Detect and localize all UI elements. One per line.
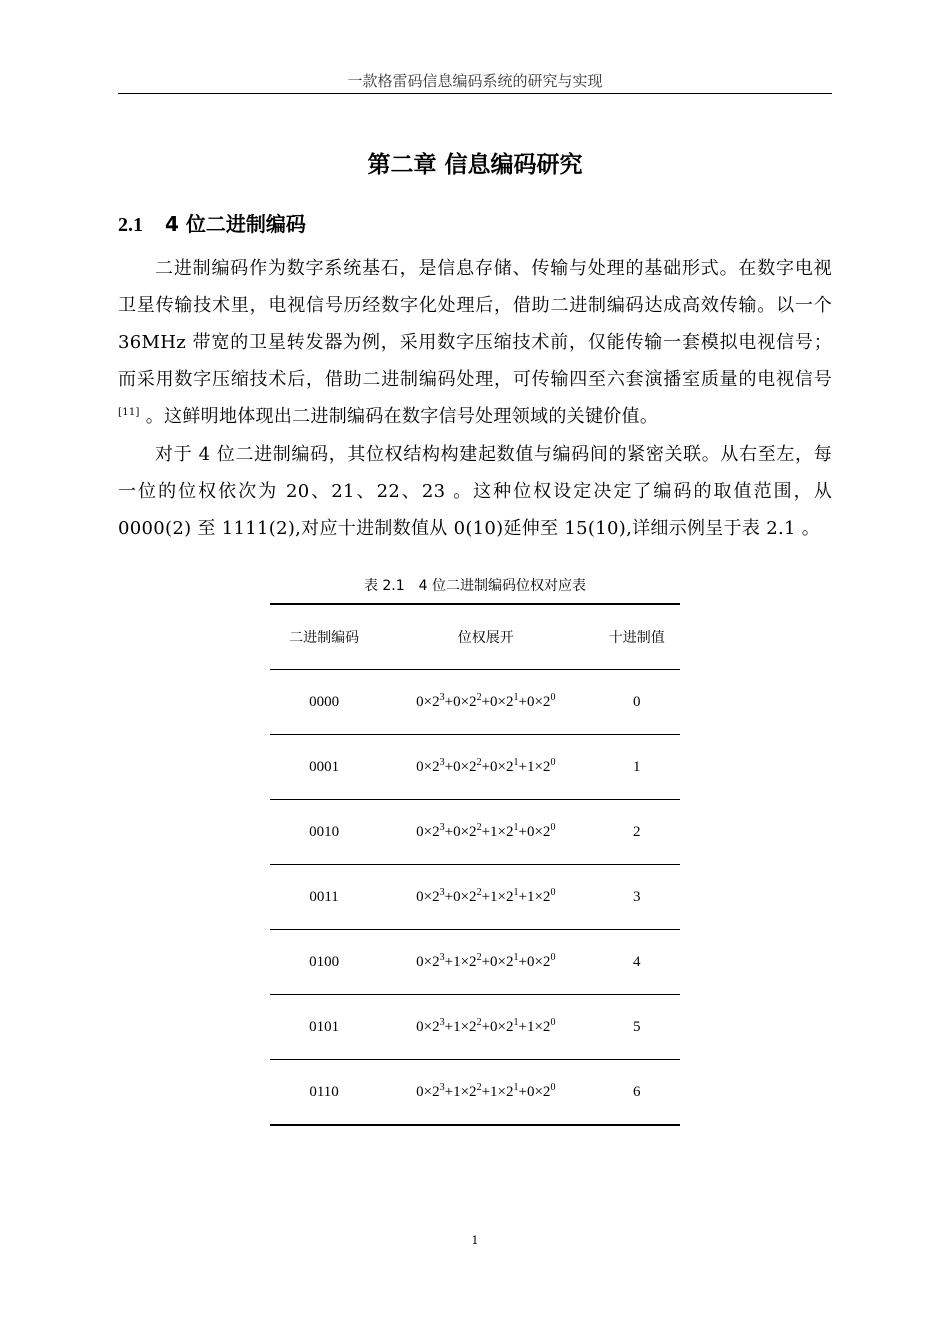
weight-table — [270, 603, 680, 1126]
table-row — [270, 995, 680, 1060]
header-rule — [118, 93, 832, 94]
digit: 1 — [526, 758, 535, 775]
section-number: 2.1 — [118, 214, 143, 236]
digit: 0 — [490, 758, 498, 775]
decimal-value-cell: 5 — [593, 995, 680, 1060]
table-row — [270, 735, 680, 800]
digit: 0 — [453, 823, 461, 840]
table-row — [270, 930, 680, 995]
decimal-value-cell: 4 — [593, 930, 680, 995]
weight-expansion-cell: $0\times 2^3+1\times 2^2+1\times 2^1+0\times 2^0$ — [416, 1081, 556, 1100]
digit: 0 — [416, 953, 424, 970]
digit: 0 — [526, 1083, 535, 1100]
running-header: 一款格雷码信息编码系统的研究与实现 — [347, 72, 603, 90]
digit: 0 — [453, 758, 461, 775]
digit: 0 — [416, 1018, 424, 1035]
paragraph: 对于 4 位二进制编码，其位权结构构建起数值与编码间的紧密关联。从右至左，每一位的位权依次为 20、21、22、23 。这种位权设定决定了编码的取值范围，从 0000(2) 至 1111(2),对应十进制数值从 0(10)延伸至 15(10),详细示例呈于表 2.1 。 — [118, 444, 832, 539]
binary-code-cell: 0010 — [270, 800, 378, 865]
digit: 1 — [453, 1018, 461, 1035]
chapter-title: 第二章 信息编码研究 — [367, 152, 583, 178]
digit: 1 — [526, 888, 535, 905]
digit: 1 — [526, 1018, 535, 1035]
digit: 0 — [526, 953, 535, 970]
weight-expansion-cell: $0\times 2^3+1\times 2^2+0\times 2^1+0\times 2^0$ — [378, 930, 593, 995]
citation: [11] — [118, 407, 140, 418]
binary-code-cell: 0110 — [309, 1083, 339, 1100]
digit: 1 — [490, 888, 498, 905]
binary-code-cell: 0011 — [270, 865, 378, 930]
digit: 0 — [416, 888, 424, 905]
digit: 1 — [490, 823, 498, 840]
weight-expansion-cell: $0\times 2^3+0\times 2^2+1\times 2^1+1\times 2^0$ — [378, 865, 593, 930]
digit: 0 — [526, 693, 535, 710]
digit: 0 — [490, 1018, 498, 1035]
table-row — [270, 670, 680, 735]
decimal-value-cell: 2 — [593, 800, 680, 865]
page-number: 1 — [471, 1234, 479, 1247]
paragraph-text: 。这鲜明地体现出二进制编码在数字信号处理领域的关键价值。 — [139, 406, 659, 427]
weight-expansion-cell: $0\times 2^3+0\times 2^2+0\times 2^1+1\times 2^0$ — [378, 735, 593, 800]
table-row — [270, 865, 680, 930]
weight-expansion-cell: $0\times 2^3+1\times 2^2+0\times 2^1+1\times 2^0$ — [378, 995, 593, 1060]
paragraph-text: 二进制编码作为数字系统基石，是信息存储、传输与处理的基础形式。在数字电视卫星传输技术里，电视信号历经数字化处理后，借助二进制编码达成高效传输。以一个 36MHz 带宽的卫星转发器为例，采用数字压缩技术前，仅能传输一套模拟电视信号；而采用数字压缩技术后，借助二进制编码处理，可传输四至六套演播室质量的电视信号 — [118, 258, 832, 390]
digit: 0 — [416, 758, 424, 775]
weight-expansion-cell: $0\times 2^3+0\times 2^2+1\times 2^1+0\times 2^0$ — [378, 800, 593, 865]
digit: 0 — [490, 953, 498, 970]
decimal-value-cell: 6 — [632, 1083, 641, 1100]
column-header: 二进制编码 — [270, 604, 378, 670]
digit: 1 — [490, 1083, 498, 1100]
paragraph — [118, 250, 832, 435]
section-title: 4 位二进制编码 — [165, 212, 306, 236]
binary-code-cell: 0101 — [270, 995, 378, 1060]
weight-expansion-cell: $0\times 2^3+0\times 2^2+0\times 2^1+0\times 2^0$ — [378, 670, 593, 735]
table-row — [270, 800, 680, 865]
binary-code-cell: 0001 — [270, 735, 378, 800]
digit: 0 — [526, 823, 535, 840]
table-caption: 表 2.1 4 位二进制编码位权对应表 — [363, 578, 587, 594]
decimal-value-cell: 0 — [593, 670, 680, 735]
column-header: 位权展开 — [378, 604, 593, 670]
table-row — [270, 1060, 680, 1126]
digit: 1 — [453, 1083, 461, 1100]
digit: 0 — [416, 1083, 424, 1100]
digit: 0 — [453, 888, 461, 905]
decimal-value-cell: 1 — [593, 735, 680, 800]
column-header: 十进制值 — [593, 604, 680, 670]
binary-code-cell: 0100 — [270, 930, 378, 995]
digit: 0 — [416, 823, 424, 840]
binary-code-cell: 0000 — [270, 670, 378, 735]
section-heading — [118, 208, 306, 237]
decimal-value-cell: 3 — [593, 865, 680, 930]
digit: 1 — [453, 953, 461, 970]
digit: 0 — [490, 693, 498, 710]
digit: 0 — [416, 693, 424, 710]
digit: 0 — [453, 693, 461, 710]
